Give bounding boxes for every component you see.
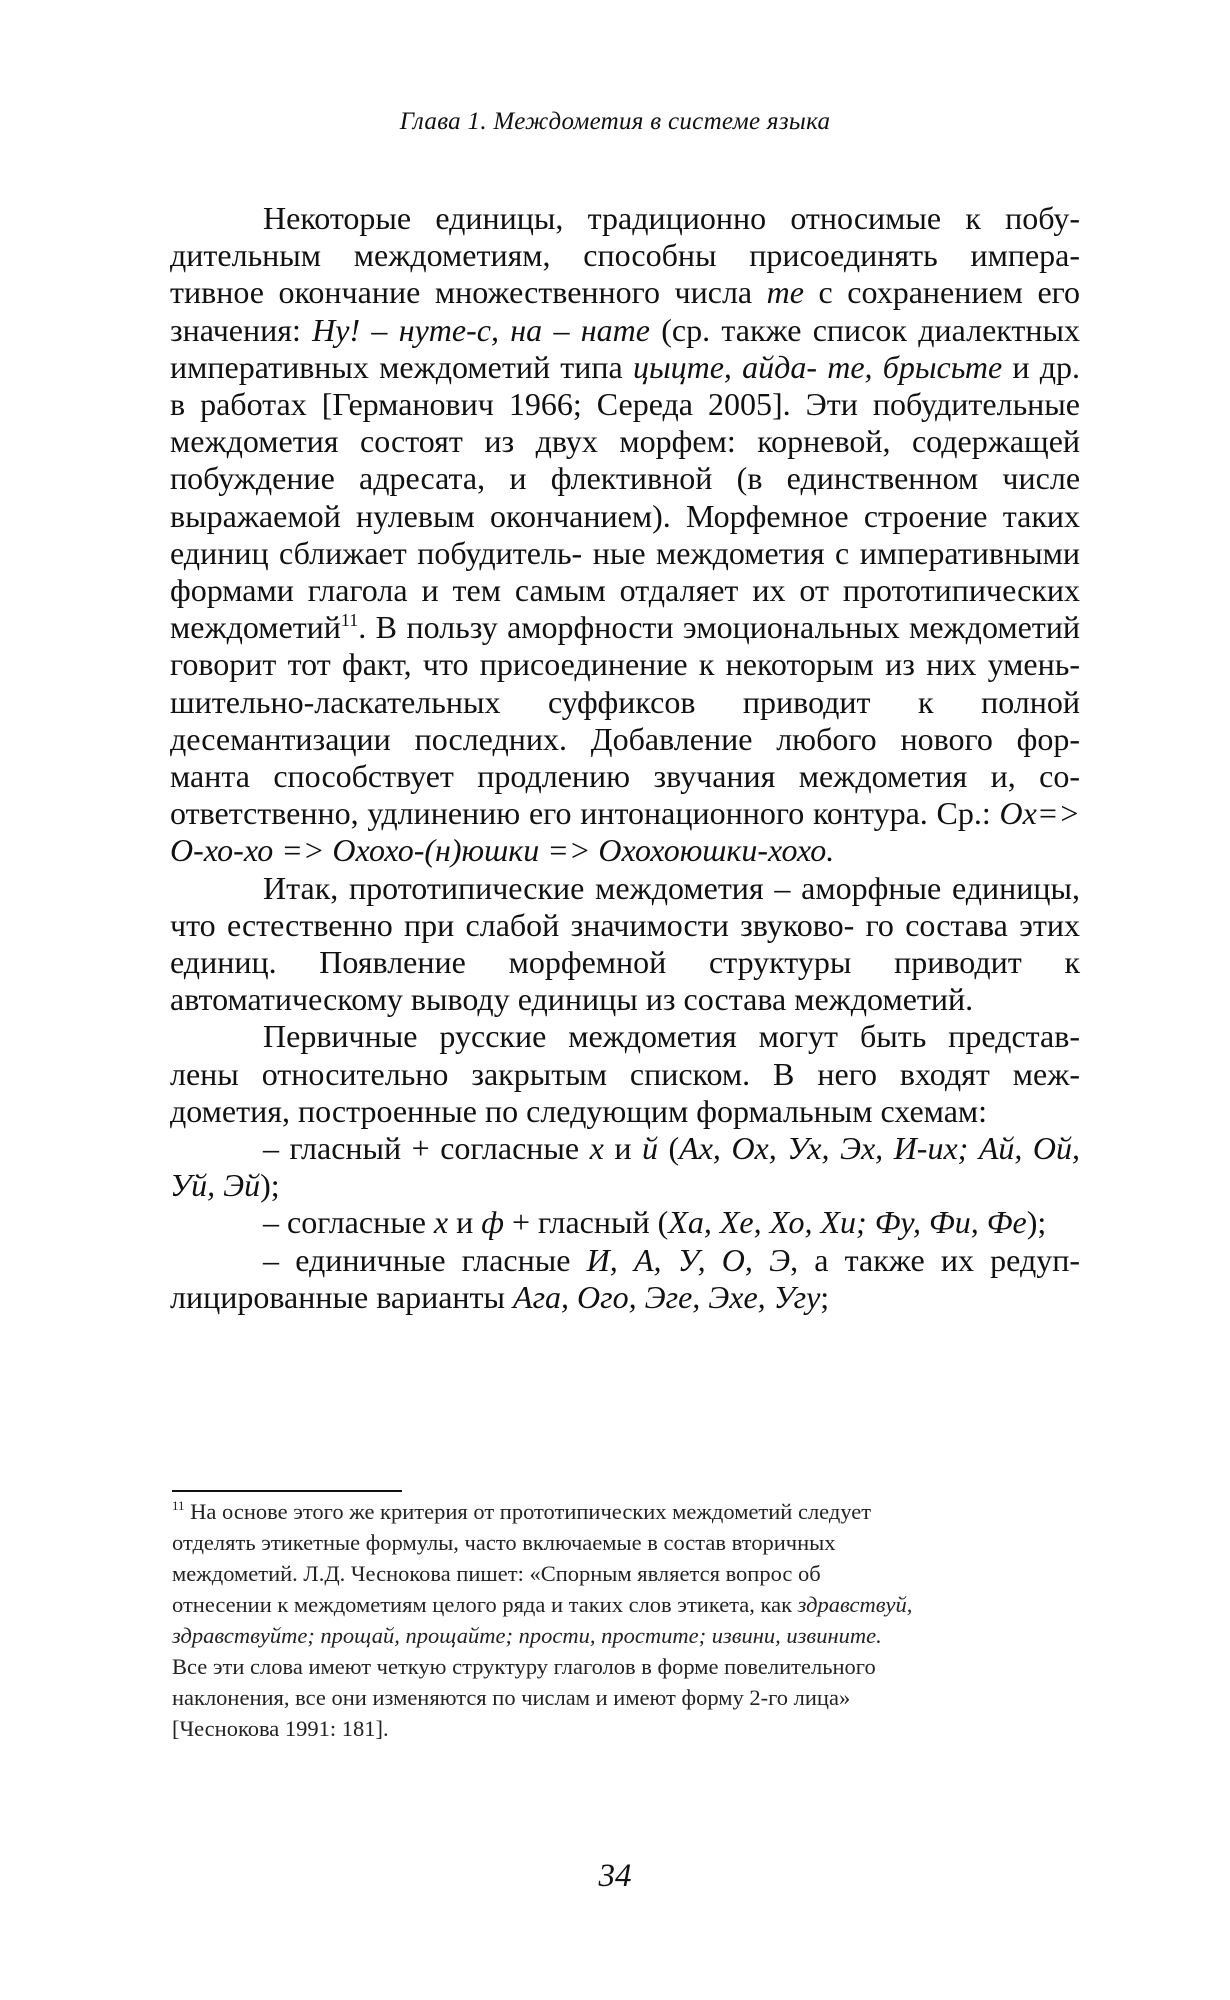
footnote-line: междометий. Л.Д. Чеснокова пишет: «Спорным является вопрос об (172, 1561, 821, 1586)
footnote-line: здравствуйте; прощай, прощайте; прости, простите; извини, извините. (172, 1623, 882, 1648)
footnote-line: $^{11}$ На основе этого же критерия от прототипических междометий следует (172, 1498, 872, 1524)
running-head: Глава 1. Междометия в системе языка (399, 108, 831, 135)
footnote-line: наклонения, все они изменяются по числам и имеют форму 2-го лица» (172, 1685, 851, 1710)
footnote-reference: 11 (340, 610, 359, 631)
paragraph-1: Некоторые единицы, традиционно относимые к побу- дительным междометиям, способны присоединять импера- тивное окончание множественного числа те с сохранением его значения: Ну! – нуте-с, на – нате (ср. также список диалектных императивных междометий типа цыцте, айда- те, брысьте и др. в работах [Германович 1966; Середа 2005]. Эти побудительные междометия состоят из двух морфем: корневой, содержащей побуждение адресата, и флективной (в единственном числе выражаемой нулевым окончанием). Морфемное строение таких единиц сближает побудитель- ные междометия с императивными формами глагола и тем самым отдаляет их от прототипических междометий$^{11}$. В пользу аморфности эмоциональных междометий говорит тот факт, что присоединение к некоторым из них умень- шительно-ласкательных суффиксов приводит к полной десемантизации последних. Добавление любого нового фор- манта способствует продлению звучания междометия и, со- ответственно, удлинению его интонационного контура. Ср.: Ох=> О-хо-хо => Охохо-(н)юшки => Охохоюшки-хохо. (170, 200, 1081, 869)
footnote-number: 11 (172, 1498, 185, 1513)
page-number: 34 (598, 1858, 632, 1894)
footnote-line: отделять этикетные формулы, часто включаемые в состав вторичных (172, 1530, 836, 1555)
main-text (170, 200, 1080, 1316)
footnote (172, 1496, 1080, 1744)
list-item-vowel-consonants: – гласный + согласные х и й (Ах, Ох, Ух, Эх, И-их; Ай, Ой, Уй, Эй); (170, 1130, 1080, 1204)
footnote-separator (172, 1490, 402, 1492)
list-item-consonants-vowel: – согласные х и ф + гласный (Ха, Хе, Хо, Хи; Фу, Фи, Фе); (263, 1204, 1047, 1241)
paragraph-3: Первичные русские междометия могут быть представ- лены относительно закрытым списком. В него входят меж- дометия, построенные по следующим формальным схемам: (170, 1018, 1080, 1129)
footnote-line: [Чеснокова 1991: 181]. (172, 1716, 389, 1741)
footnote-line: Все эти слова имеют четкую структуру глаголов в форме повелительного (172, 1654, 876, 1679)
list-item-single-vowels: – единичные гласные И, А, У, О, Э, а также их редуп- лицированные варианты Ага, Ого, Эге, Эхе, Угу; (170, 1241, 1081, 1315)
footnote-line: отнесении к междометиям целого ряда и таких слов этикета, как здравствуй, (172, 1592, 913, 1617)
paragraph-2: Итак, прототипические междометия – аморфные единицы, что естественно при слабой значимости звуково- го состава этих единиц. Появление морфемной структуры приводит к автоматическому выводу единицы из состава междометий. (170, 869, 1081, 1018)
